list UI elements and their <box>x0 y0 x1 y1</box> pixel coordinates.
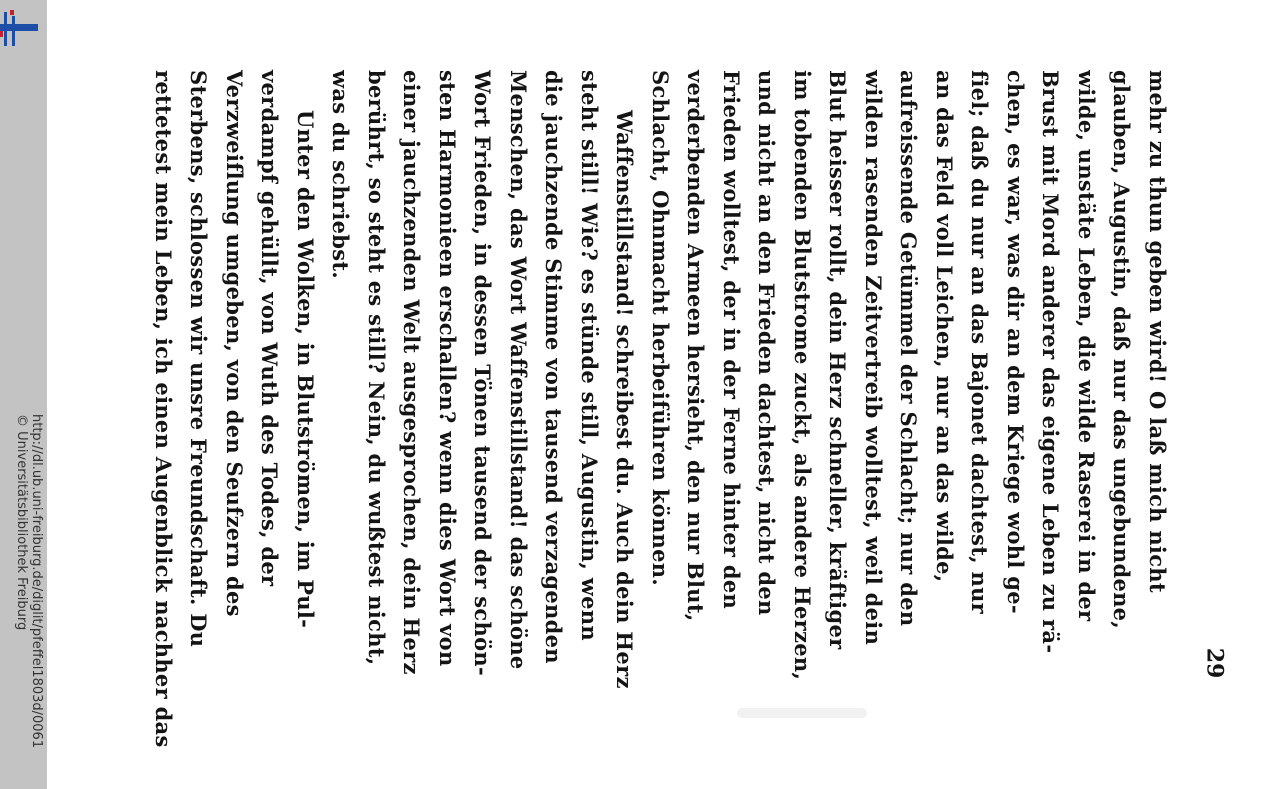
text-line: mehr zu thun geben wird! O laß mich nicht <box>1145 70 1170 593</box>
page-text-block <box>146 70 1176 748</box>
text-line: sten Harmonieen erschallen? wenn dies Wort von <box>435 70 460 667</box>
scanned-page <box>47 0 1273 789</box>
source-url[interactable]: http://dl.ub.uni-freiburg.de/diglit/pfeffel1803d/0061 <box>29 414 44 749</box>
text-line: Unter den Wolken, in Blutströmen, im Pul- <box>293 110 318 629</box>
text-line: im tobenden Blutstrome zuckt, als andere Herzen, <box>790 70 815 681</box>
source-caption <box>14 414 44 748</box>
text-line: wilden rasenden Zeitvertreib wolltest, weil dein <box>861 70 886 646</box>
text-line: die jauchzende Stimme von tausend verzagenden <box>541 70 567 664</box>
text-line: Brust mit Mord anderer das eigene Leben zu rä- <box>1038 70 1064 654</box>
text-line: chen, es war, was dir an dem Kriege wohl ge- <box>1003 70 1028 614</box>
text-line: und nicht an den Frieden dachtest, nicht den <box>754 70 780 616</box>
page-number: 29 <box>1201 647 1228 679</box>
text-line: fiel; daß du nur an das Bajonet dachtest, nur <box>967 70 993 615</box>
text-line: Frieden wolltest, der in der Ferne hinter den <box>719 70 744 610</box>
text-line: glauben, Augustin, daß nur das ungebundene, <box>1109 70 1135 629</box>
text-line: einer jauchzenden Welt ausgesprochen, dein Herz <box>399 70 425 675</box>
text-line: aufreissende Getümmel der Schlacht; nur den <box>896 70 922 627</box>
text-line: verderbenden Armeen hersieht, den nur Blut, <box>683 70 709 622</box>
text-line: Sterbens, schlossen wir unsre Freundschaft. Du <box>186 70 212 648</box>
text-line: Waffenstillstand! schreibest du. Auch dein Herz <box>612 110 638 689</box>
text-line: Wort Frieden, in dessen Tönen tausend der schön- <box>470 70 496 676</box>
text-line: verdampf gehüllt, von Wuth des Todes, der <box>257 70 283 587</box>
text-line: wilde, unstäte Leben, die wilde Raserei in der <box>1074 70 1099 622</box>
library-logo-icon[interactable] <box>0 10 40 50</box>
viewer-sidebar <box>0 0 47 789</box>
text-line: an das Feld voll Leichen, nur an das wilde, <box>932 70 957 583</box>
copyright-notice: © Universitätsbibliothek Freiburg <box>14 414 29 631</box>
text-line: steht still! Wie? es stünde still, Augustin, wenn <box>577 70 602 641</box>
text-line: Blut heisser rollt, dein Herz schneller, kräftiger <box>825 70 851 650</box>
text-line: rettetest mein Leben, ich einen Augenblick nachher das <box>151 70 176 748</box>
text-line: Schlacht, Ohnmacht herbeiführen können. <box>648 70 673 586</box>
text-line: berührt, so steht es still? Nein, du wußtest nicht, <box>364 70 389 666</box>
text-line: Verzweiflung umgeben, von den Seufzern des <box>222 70 247 617</box>
text-line: was du schriebst. <box>328 70 354 279</box>
text-line: Menschen, das Wort Waffenstillstand! das schöne <box>506 70 531 670</box>
